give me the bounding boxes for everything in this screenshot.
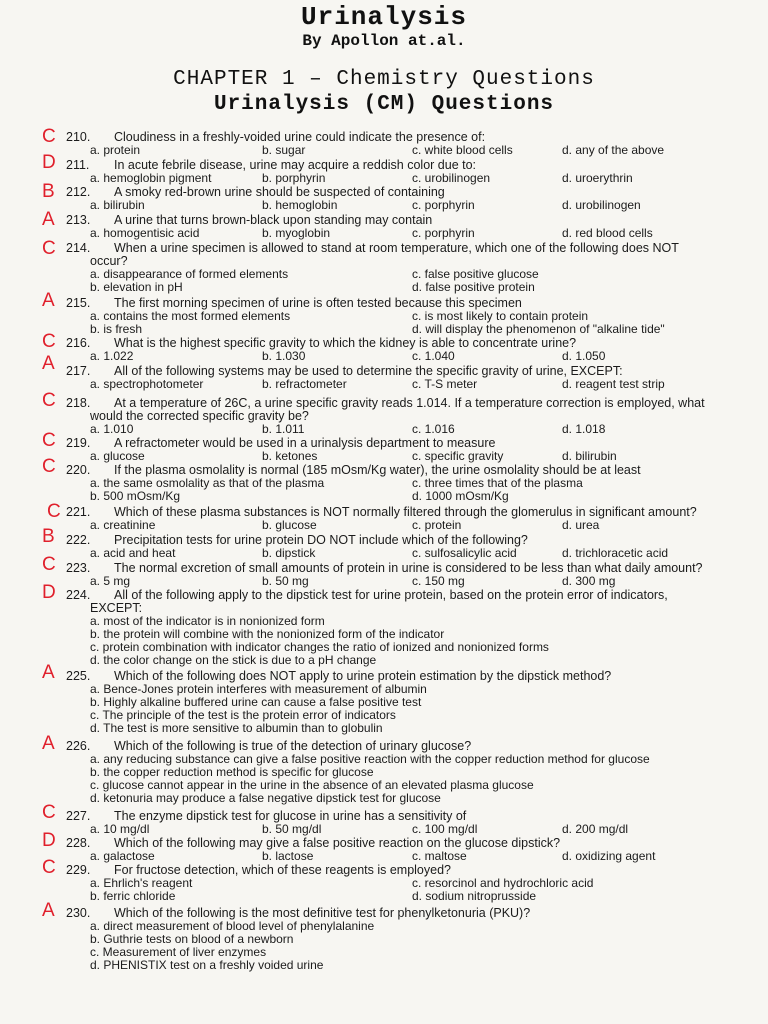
answer-option: c. protein combination with indicator changes the ratio of ionized and nonionized forms [90,640,549,654]
answer-option: a. any reducing substance can give a false positive reaction with the copper reduction method for glucose [90,752,650,766]
answer-option: b. glucose [262,518,317,532]
answer-option: a. direct measurement of blood level of phenylalanine [90,919,375,933]
question-number: 229. [66,863,91,877]
answer-mark: C [42,554,56,575]
answer-option: a. 10 mg/dl [90,822,150,836]
answer-option: a. most of the indicator is in nonionized form [90,614,325,628]
answer-option: c. resorcinol and hydrochloric acid [412,876,594,890]
answer-option: c. porphyrin [412,226,475,240]
answer-option: c. protein [412,518,462,532]
question-text: In acute febrile disease, urine may acquire a reddish color due to: [114,158,477,172]
answer-option: a. bilirubin [90,198,145,212]
answer-option: d. urea [562,518,600,532]
question-text: What is the highest specific gravity to which the kidney is able to concentrate urine? [114,336,577,350]
answer-option: b. Guthrie tests on blood of a newborn [90,932,294,946]
question-text: Which of the following is the most definitive test for phenylketonuria (PKU)? [114,906,531,920]
answer-mark: C [42,802,56,823]
answer-option: a. glucose [90,449,145,463]
answer-option: d. 300 mg [562,574,616,588]
answer-option: d. bilirubin [562,449,617,463]
answer-option: d. any of the above [562,143,665,157]
document-authors: By Apollon at.al. [302,32,466,50]
question-number: 222. [66,533,91,547]
question-number: 220. [66,463,91,477]
answer-option: d. The test is more sensitive to albumin than to globulin [90,721,383,735]
question-number: 217. [66,364,91,378]
answer-option: a. 5 mg [90,574,131,588]
answer-mark: D [42,582,56,603]
answer-option: b. 50 mg [262,574,309,588]
answer-option: c. three times that of the plasma [412,476,583,490]
question-number: 219. [66,436,91,450]
answer-mark: C [42,857,56,878]
answer-option: b. Highly alkaline buffered urine can cause a false positive test [90,695,422,709]
question-text: A urine that turns brown-black upon standing may contain [114,213,433,227]
answer-option: a. creatinine [90,518,156,532]
answer-option: d. false positive protein [412,280,535,294]
answer-option: a. homogentisic acid [90,226,200,240]
answer-option: b. myoglobin [262,226,331,240]
answer-mark: C [42,456,56,477]
answer-mark: C [42,126,56,147]
answer-option: d. reagent test strip [562,377,665,391]
answer-option: a. 1.022 [90,349,134,363]
question-number: 218. [66,396,91,410]
question-number: 223. [66,561,91,575]
answer-option: a. Ehrlich's reagent [90,876,193,890]
question-text: The enzyme dipstick test for glucose in urine has a sensitivity of [114,809,467,823]
answer-option: a. spectrophotometer [90,377,204,391]
question-text: For fructose detection, which of these reagents is employed? [114,863,451,877]
answer-option: d. oxidizing agent [562,849,656,863]
question-text: If the plasma osmolality is normal (185 mOsm/Kg water), the urine osmolality should be at least [114,463,641,477]
question-text: Which of these plasma substances is NOT normally filtered through the glomerulus in significant amount? [114,505,697,519]
answer-option: b. dipstick [262,546,316,560]
question-text: Cloudiness in a freshly-voided urine could indicate the presence of: [114,130,486,144]
answer-option: b. lactose [262,849,314,863]
answer-option: b. ketones [262,449,318,463]
question-number: 214. [66,241,91,255]
question-number: 221. [66,505,91,519]
answer-option: a. the same osmolality as that of the plasma [90,476,325,490]
question-text: Precipitation tests for urine protein DO NOT include which of the following? [114,533,528,547]
answer-option: d. urobilinogen [562,198,641,212]
answer-option: d. 1000 mOsm/Kg [412,489,509,503]
chapter-heading: CHAPTER 1 – Chemistry Questions [173,68,595,91]
question-number: 225. [66,669,91,683]
question-number: 227. [66,809,91,823]
question-text-continued: would the corrected specific gravity be? [90,409,309,423]
answer-option: a. acid and heat [90,546,176,560]
question-number: 210. [66,130,91,144]
answer-option: b. sugar [262,143,306,157]
answer-option: b. ferric chloride [90,889,176,903]
answer-option: a. protein [90,143,141,157]
answer-option: d. 200 mg/dl [562,822,629,836]
answer-option: b. 1.030 [262,349,306,363]
question-number: 215. [66,296,91,310]
answer-option: d. will display the phenomenon of "alkaline tide" [412,322,665,336]
answer-option: b. 50 mg/dl [262,822,322,836]
answer-mark: A [42,209,55,230]
answer-option: a. 1.010 [90,422,134,436]
answer-option: c. maltose [412,849,467,863]
answer-option: c. false positive glucose [412,267,539,281]
answer-option: c. Measurement of liver enzymes [90,945,267,959]
answer-option: b. 500 mOsm/Kg [90,489,181,503]
answer-option: a. hemoglobin pigment [90,171,212,185]
question-text: Which of the following may give a false positive reaction on the glucose dipstick? [114,836,561,850]
answer-option: c. sulfosalicylic acid [412,546,517,560]
answer-option: c. 1.040 [412,349,455,363]
answer-mark: D [42,830,56,851]
answer-option: d. sodium nitroprusside [412,889,537,903]
answer-option: c. glucose cannot appear in the urine in the absence of an elevated plasma glucose [90,778,534,792]
answer-option: a. galactose [90,849,155,863]
question-text-continued: EXCEPT: [90,601,143,615]
answer-option: c. white blood cells [412,143,513,157]
question-text: All of the following apply to the dipstick test for urine protein, based on the protein error of indicators, [114,588,668,602]
answer-option: d. the color change on the stick is due to a pH change [90,653,377,667]
question-text: The normal excretion of small amounts of protein in urine is considered to be less than what daily amount? [114,561,703,575]
answer-option: c. The principle of the test is the protein error of indicators [90,708,396,722]
answer-mark: C [42,430,56,451]
question-number: 211. [66,158,90,172]
answer-mark: B [42,181,55,202]
answer-mark: C [47,501,61,522]
answer-option: c. 150 mg [412,574,465,588]
answer-option: d. red blood cells [562,226,653,240]
question-text: A smoky red-brown urine should be suspected of containing [114,185,445,199]
answer-option: b. hemoglobin [262,198,338,212]
question-number: 228. [66,836,91,850]
answer-option: c. is most likely to contain protein [412,309,589,323]
answer-option: c. specific gravity [412,449,504,463]
answer-option: a. contains the most formed elements [90,309,291,323]
question-text-continued: occur? [90,254,128,268]
answer-mark: A [42,290,55,311]
answer-option: b. 1.011 [262,422,305,436]
answer-mark: D [42,152,56,173]
document-title: Urinalysis [300,2,468,32]
question-number: 216. [66,336,91,350]
question-text: When a urine specimen is allowed to stand at room temperature, which one of the following does NOT [114,241,679,255]
answer-option: d. PHENISTIX test on a freshly voided urine [90,958,324,972]
answer-mark: C [42,331,56,352]
answer-option: d. 1.018 [562,422,606,436]
question-text: All of the following systems may be used to determine the specific gravity of urine, EXCEPT: [114,364,623,378]
answer-option: c. 1.016 [412,422,455,436]
answer-mark: A [42,900,55,921]
answer-option: c. 100 mg/dl [412,822,478,836]
answer-mark: B [42,526,55,547]
question-text: At a temperature of 26C, a urine specific gravity reads 1.014. If a temperature correction is employed, what [114,396,705,410]
answer-option: c. T-S meter [412,377,478,391]
answer-option: d. ketonuria may produce a false negative dipstick test for glucose [90,791,441,805]
answer-mark: A [42,662,55,683]
question-text: A refractometer would be used in a urinalysis department to measure [114,436,496,450]
question-number: 224. [66,588,91,602]
answer-option: a. disappearance of formed elements [90,267,289,281]
question-number: 212. [66,185,91,199]
answer-option: b. is fresh [90,322,143,336]
answer-option: b. refractometer [262,377,347,391]
answer-option: b. the copper reduction method is specific for glucose [90,765,374,779]
question-number: 226. [66,739,91,753]
answer-option: d. 1.050 [562,349,606,363]
answer-mark: C [42,238,56,259]
question-number: 213. [66,213,91,227]
question-text: Which of the following does NOT apply to urine protein estimation by the dipstick method? [114,669,612,683]
answer-mark: A [42,353,55,374]
answer-option: b. porphyrin [262,171,326,185]
answer-option: a. Bence-Jones protein interferes with measurement of albumin [90,682,427,696]
question-text: The first morning specimen of urine is often tested because this specimen [114,296,522,310]
answer-option: d. trichloracetic acid [562,546,669,560]
question-number: 230. [66,906,91,920]
answer-option: c. porphyrin [412,198,475,212]
answer-mark: A [42,733,55,754]
answer-option: b. elevation in pH [90,280,183,294]
answer-mark: C [42,390,56,411]
section-subtitle: Urinalysis (CM) Questions [213,93,555,116]
question-text: Which of the following is true of the detection of urinary glucose? [114,739,472,753]
answer-option: d. uroerythrin [562,171,633,185]
answer-option: c. urobilinogen [412,171,491,185]
answer-option: b. the protein will combine with the nonionized form of the indicator [90,627,445,641]
